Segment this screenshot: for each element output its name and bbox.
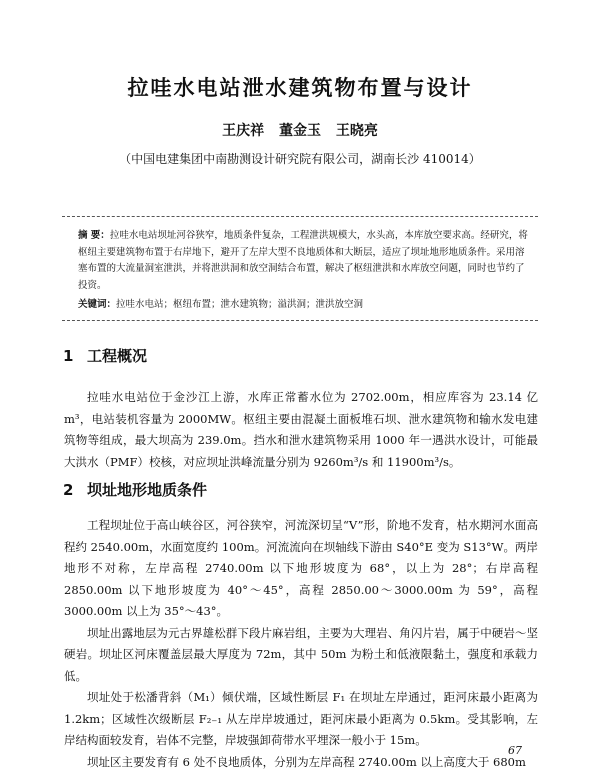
divider-bottom — [62, 320, 538, 321]
divider-top — [62, 216, 538, 217]
section-1-body — [64, 387, 538, 473]
section-2-number: 2 — [63, 481, 87, 499]
section-2-title: 坝址地形地质条件 — [87, 481, 207, 499]
keywords-label: 关键词： — [78, 299, 116, 310]
keywords-text: 拉哇水电站；枢纽布置；泄水建筑物；溢洪洞；泄洪放空洞 — [116, 299, 363, 310]
body-paragraph: 坝址出露地层为元古界雄松群下段片麻岩组，主要为大理岩、角闪片岩，属于中硬岩～坚硬岩。坝址区河床覆盖层最大厚度为 72m，其中 50m 为粉土和低液限黏土，强度和承载力低。 — [64, 623, 538, 688]
body-paragraph: 坝址区主要发育有 6 处不良地质体，分别为左岸高程 2740.00m 以上高度大于 680m — [64, 752, 538, 773]
paper-title: 拉哇水电站泄水建筑物布置与设计 — [0, 72, 600, 102]
body-paragraph: 工程坝址位于高山峡谷区，河谷狭窄，河流深切呈“V”形，阶地不发育，枯水期河水面高程约 2540.00m，水面宽度约 100m。河流流向在坝轴线下游由 S40°E 变为 S13°W。两岸地形不对称，左岸高程 2740.00m 以下地形坡度为 68°，以上为 28°；右岸高程 2850.00m 以下地形坡度为 40°～45°，高程 2850.00～3000.00m 为 59°，高程 3000.00m 以上为 35°～43°。 — [64, 515, 538, 623]
author-list: 王庆祥 董金玉 王晓亮 — [0, 120, 600, 140]
keywords-paragraph — [78, 297, 530, 314]
abstract-label: 摘 要： — [78, 230, 110, 241]
abstract-block — [78, 228, 530, 314]
affiliation: （中国电建集团中南勘测设计研究院有限公司，湖南长沙 410014） — [0, 150, 600, 167]
body-paragraph: 拉哇水电站位于金沙江上游，水库正常蓄水位为 2702.00m，相应库容为 23.14 亿 m³，电站装机容量为 2000MW。枢纽主要由混凝土面板堆石坝、泄水建筑物和输水发电建筑物等组成，最大坝高为 239.0m。挡水和泄水建筑物采用 1000 年一遇洪水设计，可能最大洪水（PMF）校核，对应坝址洪峰流量分别为 9260m³/s 和 11900m³/s。 — [64, 387, 538, 473]
section-1-title: 工程概况 — [87, 347, 147, 365]
section-2-body — [64, 515, 538, 773]
abstract-text: 拉哇水电站坝址河谷狭窄，地质条件复杂，工程泄洪规模大，水头高，本库放空要求高。经研究，将枢纽主要建筑物布置于右岸地下，避开了左岸大型不良地质体和大断层，适应了坝址地形地质条件。采用溶塞布置的大流量洞室泄洪，并将泄洪洞和放空洞结合布置，解决了枢纽泄洪和水库放空问题，同时也节约了投资。 — [78, 230, 528, 291]
section-2-heading — [63, 479, 207, 500]
section-1-heading — [63, 345, 147, 366]
section-1-number: 1 — [63, 347, 87, 365]
page-number: 67 — [508, 744, 522, 757]
body-paragraph: 坝址处于松潘背斜（M₁）倾伏端，区域性断层 F₁ 在坝址左岸通过，距河床最小距离为 1.2km；区域性次级断层 F₂₋₁ 从左岸岸坡通过，距河床最小距离为 0.5km。受其影响，左岸结构面较发育，岩体不完整，岸坡强卸荷带水平埋深一般小于 15m。 — [64, 687, 538, 752]
abstract-paragraph — [78, 228, 530, 294]
